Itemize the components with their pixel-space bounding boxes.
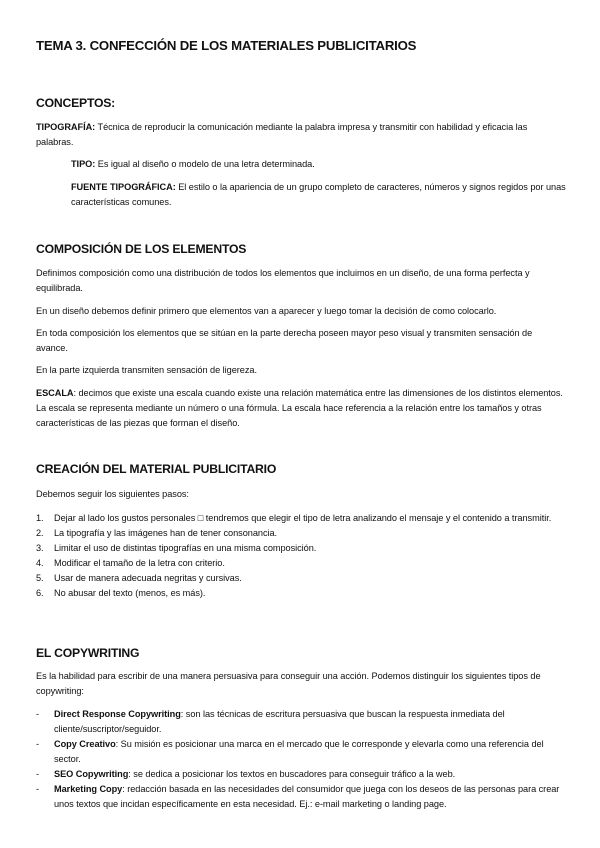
conceptos-heading: CONCEPTOS: — [36, 96, 116, 110]
step-text: No abusar del texto (menos, es más). — [54, 588, 206, 598]
copywriting-types-list — [36, 707, 566, 812]
tipografia-definition — [36, 120, 566, 150]
creacion-heading: CREACIÓN DEL MATERIAL PUBLICITARIO — [36, 462, 277, 476]
tipografia-text: Técnica de reproducir la comunicación mediante la palabra impresa y transmitir con habilidad y eficacia las palabras. — [36, 122, 528, 147]
escala-text: : decimos que existe una escala cuando existe una relación matemática entre las dimensiones de los distintos elementos. La escala se representa mediante un número o una fórmula. La escala hace referencia a la relación entre los tamaños y otras características de las piezas que forman el diseño. — [36, 388, 563, 428]
tipo-term: TIPO: — [71, 159, 96, 169]
fuente-definition — [71, 180, 566, 210]
list-item — [36, 571, 566, 586]
composicion-paragraph-4: En la parte izquierda transmiten sensación de ligereza. — [36, 365, 257, 375]
tipo-text: Es igual al diseño o modelo de una letra determinada. — [95, 159, 315, 169]
composicion-paragraph-1: Definimos composición como una distribución de todos los elementos que incluimos en un diseño, de una forma perfecta y equilibrada. — [36, 268, 530, 293]
escala-term: ESCALA — [36, 388, 74, 398]
escala-definition — [36, 386, 566, 431]
type-term: Marketing Copy — [54, 784, 123, 794]
list-item — [36, 541, 566, 556]
page-title: TEMA 3. CONFECCIÓN DE LOS MATERIALES PUBLICITARIOS — [36, 38, 417, 53]
step-number: 4. — [36, 558, 44, 568]
tipografia-term: TIPOGRAFÍA: — [36, 122, 96, 132]
type-text: : son las técnicas de escritura persuasiva que buscan la respuesta inmediata del cliente/suscriptor/seguidor. — [54, 709, 505, 734]
creacion-intro: Debemos seguir los siguientes pasos: — [36, 489, 189, 499]
list-item — [36, 526, 566, 541]
step-number: 5. — [36, 573, 44, 583]
step-text: Usar de manera adecuada negritas y cursivas. — [54, 573, 242, 583]
composicion-heading: COMPOSICIÓN DE LOS ELEMENTOS — [36, 242, 247, 256]
list-item — [36, 586, 566, 601]
step-number: 6. — [36, 588, 44, 598]
dash-bullet: - — [36, 769, 40, 779]
list-item — [36, 556, 566, 571]
type-text: : Su misión es posicionar una marca en el mercado que le corresponde y elevarla como una referencia del sector. — [54, 739, 544, 764]
dash-bullet: - — [36, 784, 40, 794]
list-item — [36, 767, 566, 782]
list-item — [36, 782, 566, 812]
list-item — [36, 707, 566, 737]
step-number: 3. — [36, 543, 44, 553]
step-number: 2. — [36, 528, 44, 538]
step-text: Modificar el tamaño de la letra con criterio. — [54, 558, 225, 568]
step-text: La tipografía y las imágenes han de tener consonancia. — [54, 528, 278, 538]
list-item — [36, 511, 566, 526]
step-number: 1. — [36, 513, 44, 523]
step-text: Dejar al lado los gustos personales □ tendremos que elegir el tipo de letra analizando el mensaje y el contenido a transmitir. — [54, 513, 552, 523]
step-text: Limitar el uso de distintas tipografías en una misma composición. — [54, 543, 317, 553]
type-term: Copy Creativo — [54, 739, 116, 749]
tipo-definition — [71, 157, 566, 172]
fuente-text: El estilo o la apariencia de un grupo completo de caracteres, números y signos regidos por unas características comunes. — [71, 182, 566, 207]
type-term: Direct Response Copywriting — [54, 709, 181, 719]
copywriting-heading: EL COPYWRITING — [36, 646, 140, 660]
steps-list — [36, 511, 566, 601]
type-term: SEO Copywriting — [54, 769, 129, 779]
fuente-term: FUENTE TIPOGRÁFICA: — [71, 182, 176, 192]
composicion-paragraph-3: En toda composición los elementos que se sitúan en la parte derecha poseen mayor peso visual y transmiten sensación de avance. — [36, 328, 533, 353]
type-text: : se dedica a posicionar los textos en buscadores para conseguir tráfico a la web. — [128, 769, 456, 779]
type-text: : redacción basada en las necesidades del consumidor que juega con los deseos de las personas para crear unos textos que incidan específicamente en esta necesidad. Ej.: e-mail marketing o landing page. — [54, 784, 560, 809]
dash-bullet: - — [36, 709, 40, 719]
dash-bullet: - — [36, 739, 40, 749]
copywriting-intro: Es la habilidad para escribir de una manera persuasiva para conseguir una acción. Podemos distinguir los siguientes tipos de copywriting: — [36, 671, 541, 696]
list-item — [36, 737, 566, 767]
composicion-paragraph-2: En un diseño debemos definir primero que elementos van a aparecer y luego tomar la decisión de como colocarlo. — [36, 306, 497, 316]
